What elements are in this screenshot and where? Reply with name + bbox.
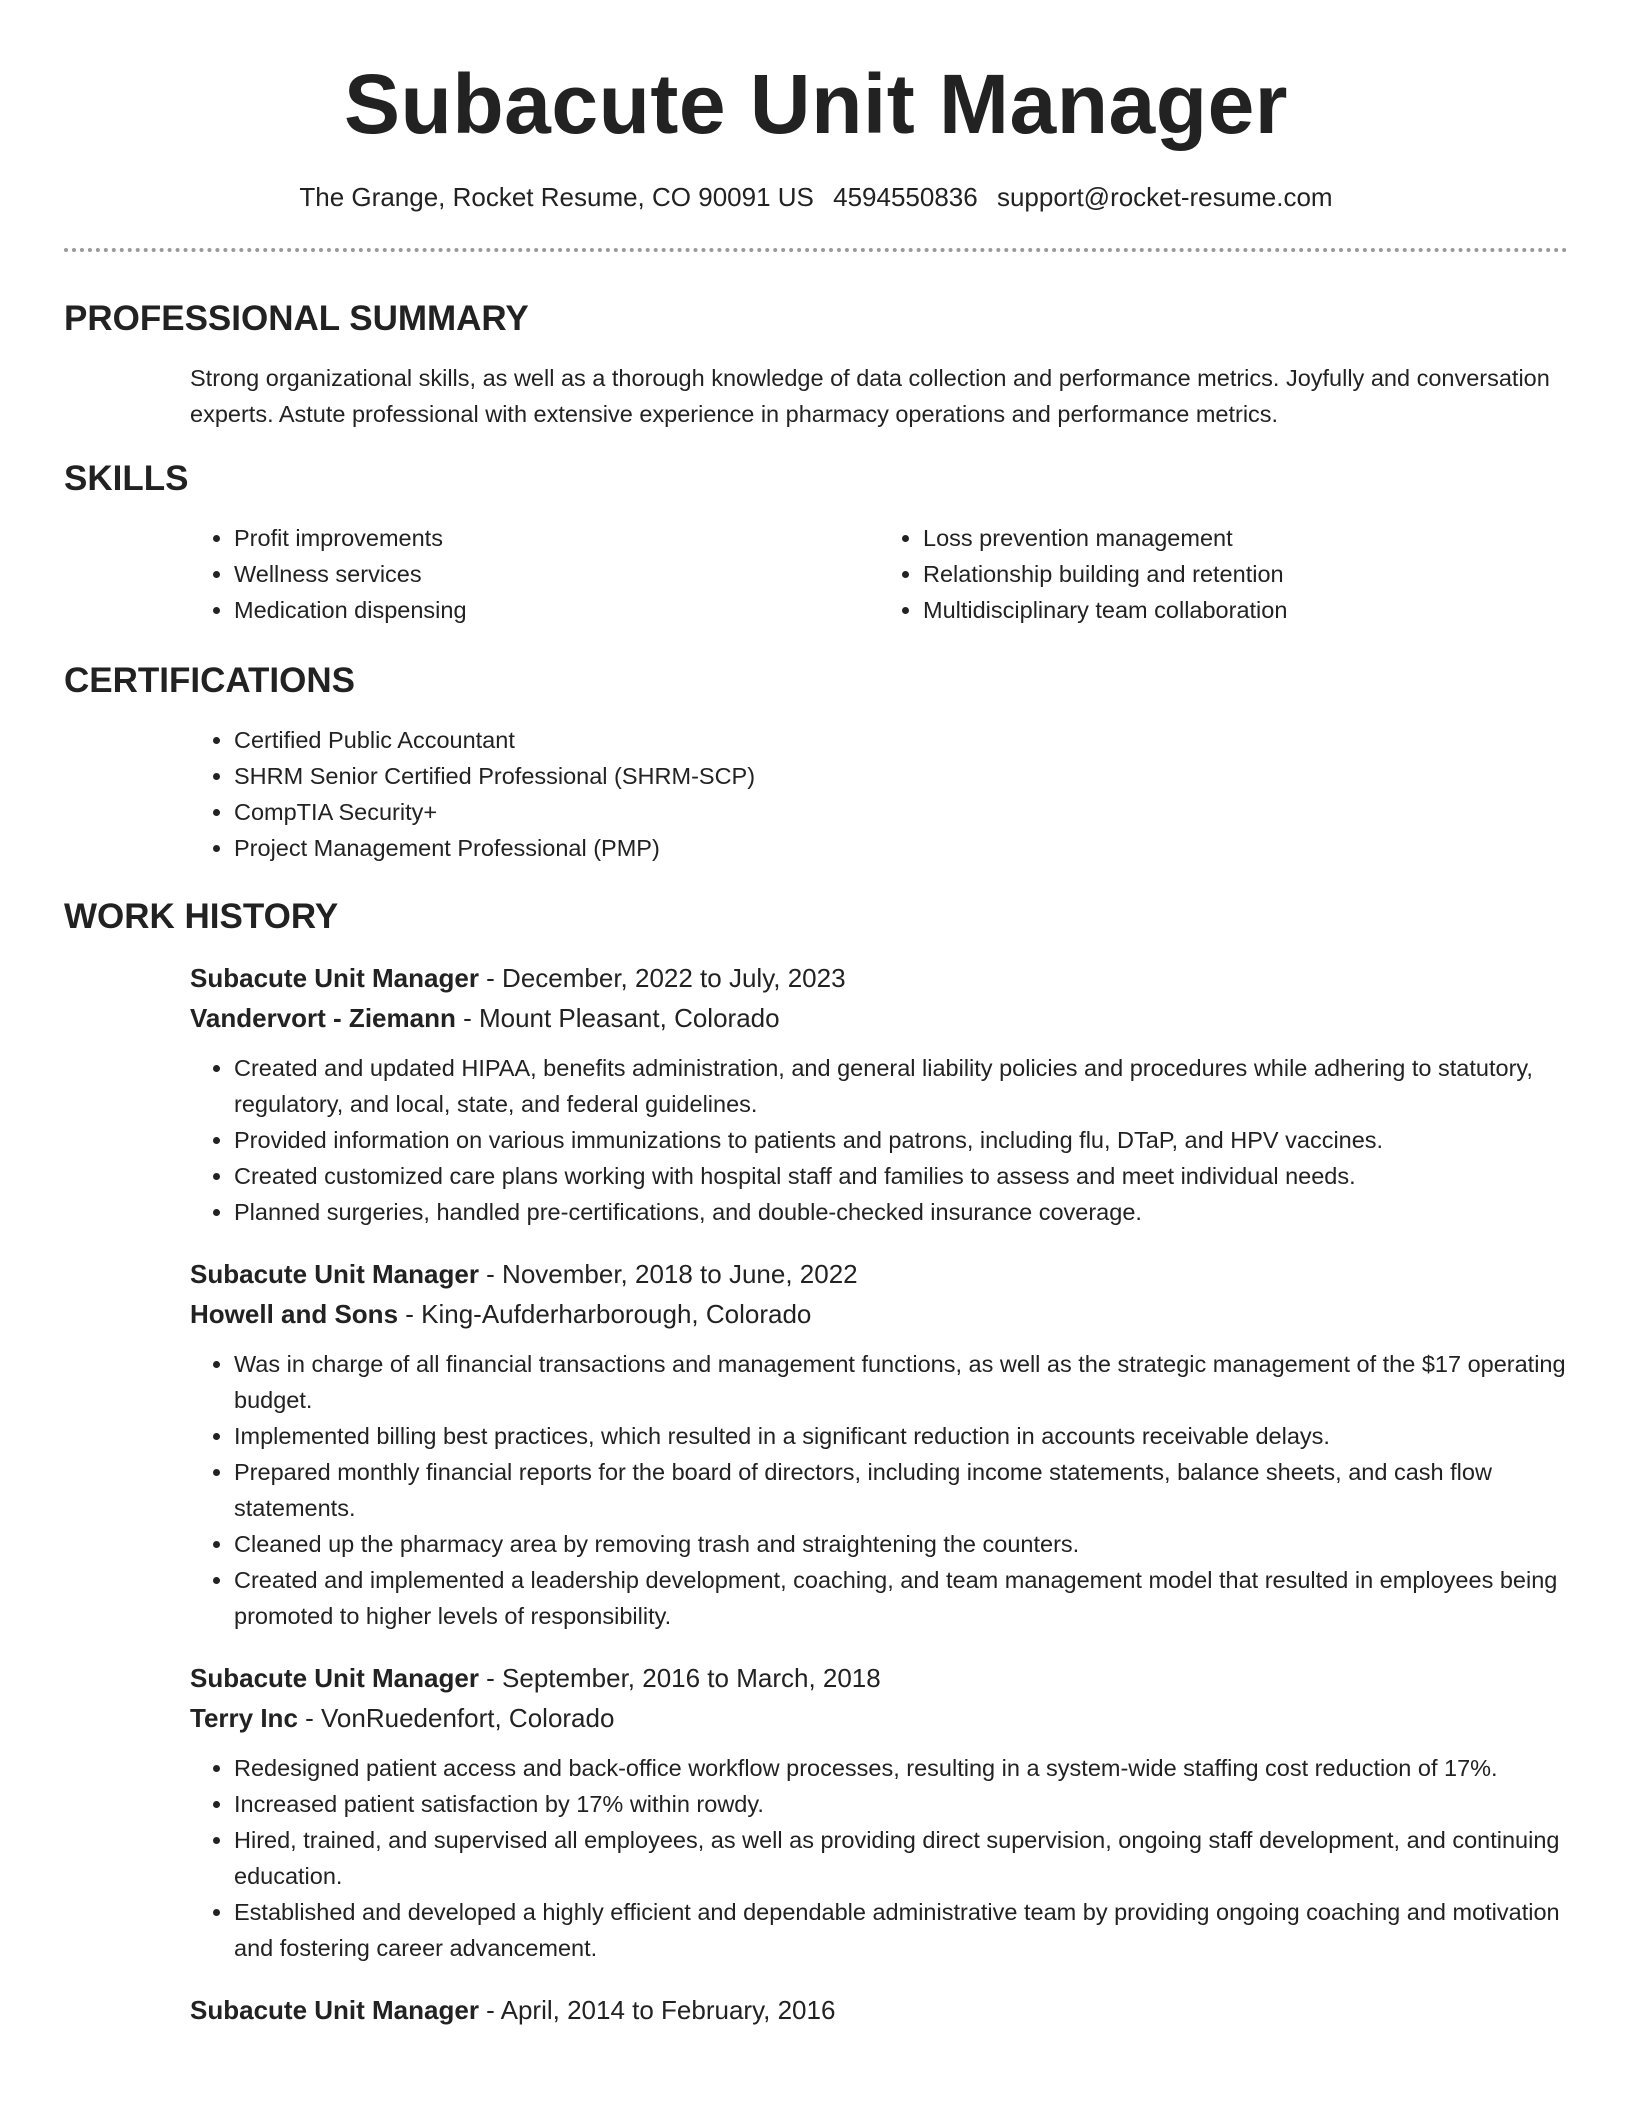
- job-location: - Mount Pleasant, Colorado: [455, 1003, 780, 1033]
- job-entry: [190, 1658, 1568, 1966]
- job-bullets: [190, 1346, 1568, 1634]
- job-role: Subacute Unit Manager: [190, 1663, 479, 1693]
- skills-heading: SKILLS: [64, 459, 189, 498]
- skills-right-list: [879, 520, 1568, 628]
- certification-item: • SHRM Senior Certified Professional (SHRM-SCP): [234, 758, 1568, 794]
- job-bullet: • Prepared monthly financial reports for the board of directors, including income statements, balance sheets, and cash flow statements.: [234, 1454, 1568, 1526]
- resume-page: [64, 0, 1568, 2030]
- certifications-heading: CERTIFICATIONS: [64, 661, 356, 700]
- job-role: Subacute Unit Manager: [190, 1995, 479, 2025]
- skill-item: • Multidisciplinary team collaboration: [923, 592, 1568, 628]
- job-bullet: • Created and implemented a leadership development, coaching, and team management model that resulted in employees being promoted to higher levels of responsibility.: [234, 1562, 1568, 1634]
- job-role: Subacute Unit Manager: [190, 1259, 479, 1289]
- job-entry: [190, 958, 1568, 1230]
- contact-address: The Grange, Rocket Resume, CO 90091 US: [299, 182, 814, 212]
- job-bullet: • Established and developed a highly efficient and dependable administrative team by providing ongoing coaching and motivation and fostering career advancement.: [234, 1894, 1568, 1966]
- job-company-line: [190, 998, 1568, 1038]
- job-title-line: [190, 1990, 1568, 2030]
- skill-item: • Loss prevention management: [923, 520, 1568, 556]
- job-bullet: • Created customized care plans working with hospital staff and families to assess and meet individual needs.: [234, 1158, 1568, 1194]
- job-bullets: [190, 1750, 1568, 1966]
- job-bullets: [190, 1050, 1568, 1230]
- job-bullet: • Implemented billing best practices, which resulted in a significant reduction in accounts receivable delays.: [234, 1418, 1568, 1454]
- job-bullet: • Increased patient satisfaction by 17% within rowdy.: [234, 1786, 1568, 1822]
- skill-item: • Wellness services: [234, 556, 879, 592]
- job-role: Subacute Unit Manager: [190, 963, 479, 993]
- job-company: Howell and Sons: [190, 1299, 399, 1329]
- job-bullet: • Redesigned patient access and back-office workflow processes, resulting in a system-wide staffing cost reduction of 17%.: [234, 1750, 1568, 1786]
- job-bullet: • Provided information on various immunizations to patients and patrons, including flu, DTaP, and HPV vaccines.: [234, 1122, 1568, 1158]
- job-dates: - December, 2022 to July, 2023: [478, 963, 846, 993]
- candidate-name: Subacute Unit Manager: [344, 57, 1288, 151]
- job-entry: [190, 1990, 1568, 2030]
- work-history-heading: WORK HISTORY: [64, 897, 339, 936]
- skill-item: • Profit improvements: [234, 520, 879, 556]
- job-company: Terry Inc: [190, 1703, 298, 1733]
- contact-phone: 4594550836: [833, 182, 978, 212]
- contact-email: support@rocket-resume.com: [996, 182, 1333, 212]
- skill-item: • Medication dispensing: [234, 592, 879, 628]
- certification-item: • CompTIA Security+: [234, 794, 1568, 830]
- job-bullet: • Planned surgeries, handled pre-certifications, and double-checked insurance coverage.: [234, 1194, 1568, 1230]
- job-title-line: [190, 958, 1568, 998]
- certification-item: • Project Management Professional (PMP): [234, 830, 1568, 866]
- skills-grid: [190, 520, 1568, 628]
- job-bullet: • Cleaned up the pharmacy area by removing trash and straightening the counters.: [234, 1526, 1568, 1562]
- summary-heading: PROFESSIONAL SUMMARY: [64, 299, 529, 338]
- job-title-line: [190, 1254, 1568, 1294]
- job-dates: - April, 2014 to February, 2016: [478, 1995, 836, 2025]
- job-company-line: [190, 1294, 1568, 1334]
- certifications-list: [190, 722, 1568, 866]
- job-location: - King-Aufderharborough, Colorado: [398, 1299, 812, 1329]
- job-bullet: • Was in charge of all financial transactions and management functions, as well as the strategic management of the $17 operating budget.: [234, 1346, 1568, 1418]
- skills-left-list: [190, 520, 879, 628]
- job-company-line: [190, 1698, 1568, 1738]
- job-company: Vandervort - Ziemann: [190, 1003, 456, 1033]
- header-divider: [64, 248, 1568, 252]
- job-bullet: • Created and updated HIPAA, benefits administration, and general liability policies and procedures while adhering to statutory, regulatory, and local, state, and federal guidelines.: [234, 1050, 1568, 1122]
- contact-line: [64, 180, 1568, 214]
- summary-text: Strong organizational skills, as well as a thorough knowledge of data collection and performance metrics. Joyfully and conversation experts. Astute professional with extensive experience in pharmacy operations and performance metrics.: [190, 365, 1550, 427]
- job-bullet: • Hired, trained, and supervised all employees, as well as providing direct supervision, ongoing staff development, and continuing education.: [234, 1822, 1568, 1894]
- certification-item: • Certified Public Accountant: [234, 722, 1568, 758]
- work-history-list: [190, 958, 1568, 2030]
- job-dates: - November, 2018 to June, 2022: [478, 1259, 858, 1289]
- job-entry: [190, 1254, 1568, 1634]
- job-dates: - September, 2016 to March, 2018: [478, 1663, 881, 1693]
- job-location: - VonRuedenfort, Colorado: [297, 1703, 615, 1733]
- skill-item: • Relationship building and retention: [923, 556, 1568, 592]
- job-title-line: [190, 1658, 1568, 1698]
